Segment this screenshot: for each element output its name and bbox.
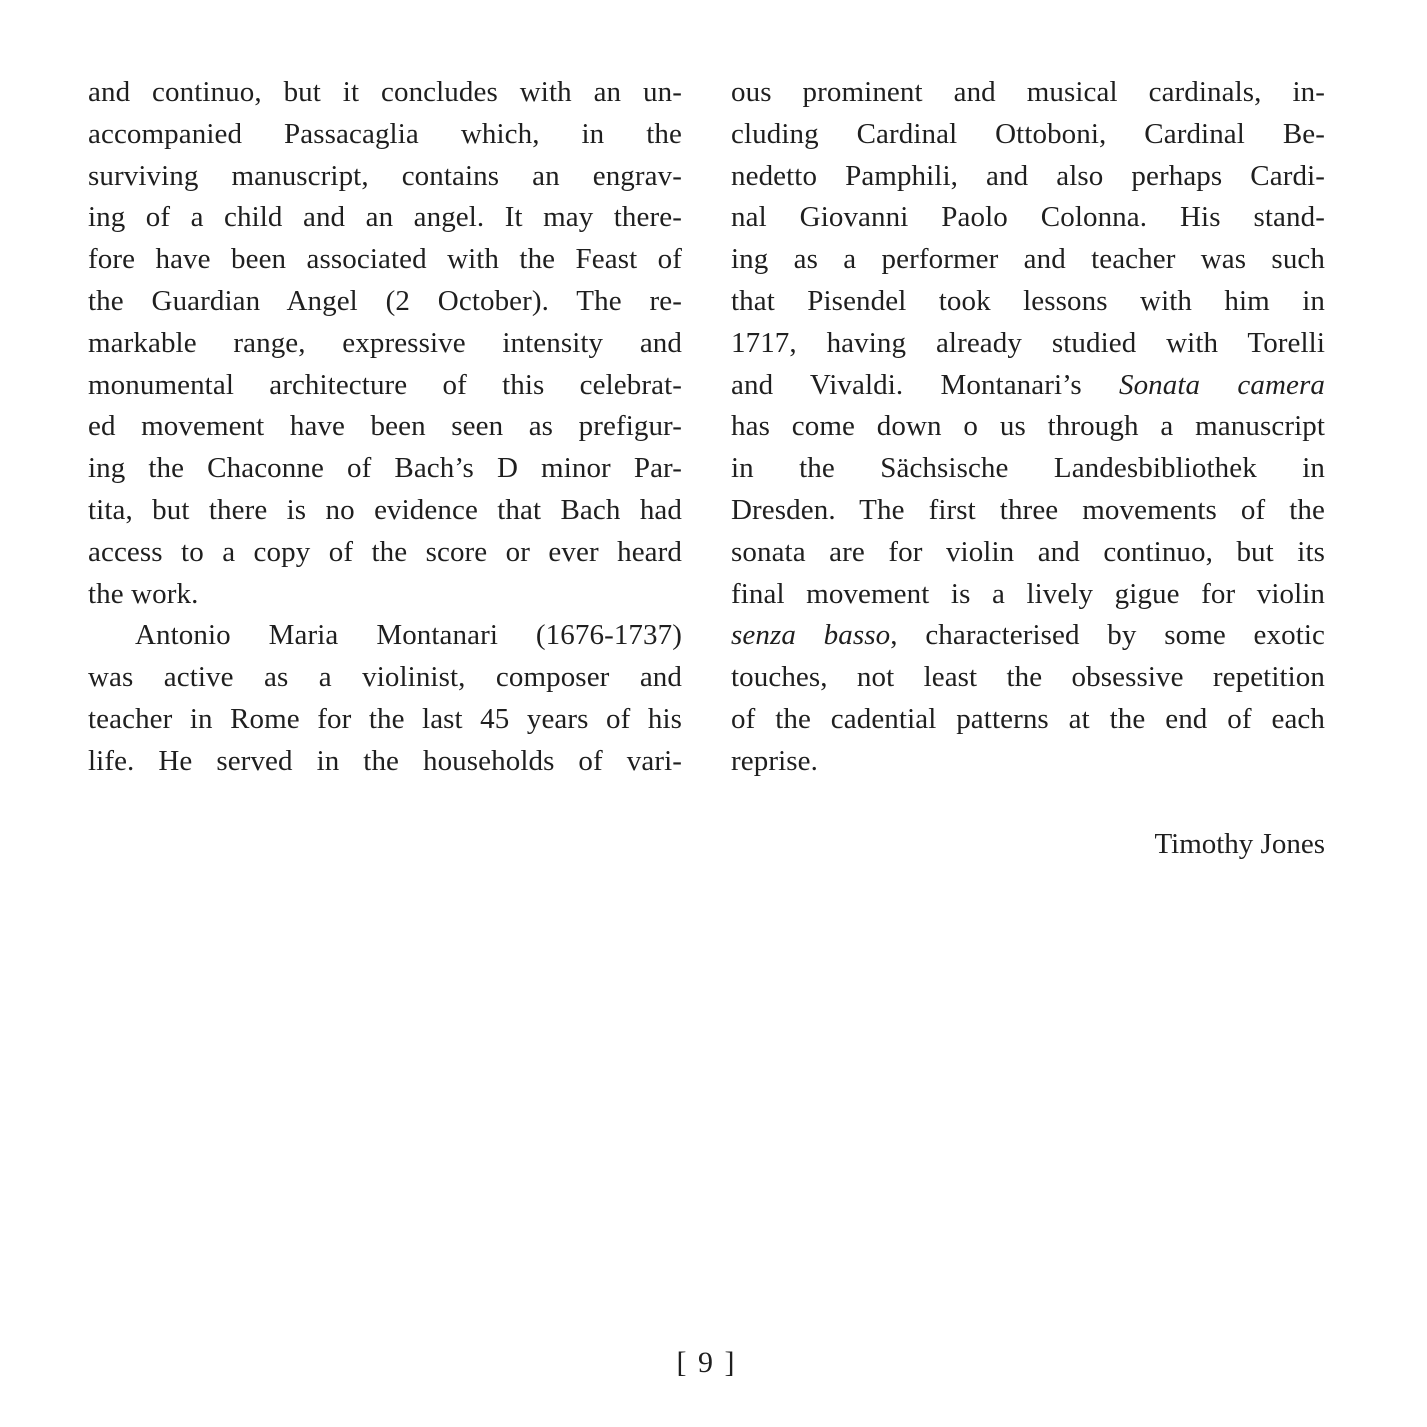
page-text-block [88,72,1325,866]
text-segment: Dresden. The first three movements of the [731,493,1325,526]
text-line [731,657,1325,699]
text-segment: life. He served in the households of vari- [88,744,682,777]
text-segment: tita, but there is no evidence that Bach had [88,493,682,526]
text-line [88,365,682,407]
text-line [88,406,682,448]
text-line [731,615,1325,657]
text-line [88,114,682,156]
text-segment: access to a copy of the score or ever heard [88,535,682,568]
text-segment: and Vivaldi. Montanari’s [731,368,1119,401]
text-line [88,657,682,699]
text-segment: that Pisendel took lessons with him in [731,284,1325,317]
text-segment: monumental architecture of this celebrat- [88,368,682,401]
text-segment: nal Giovanni Paolo Colonna. His stand- [731,201,1325,234]
text-segment: , characterised by some exotic [890,619,1325,652]
left-column [88,72,682,866]
text-segment: in the Sächsische Landesbibliothek in [731,452,1325,485]
text-line [731,406,1325,448]
text-line [88,72,682,114]
text-segment: nedetto Pamphili, and also perhaps Cardi- [731,159,1325,192]
text-segment: teacher in Rome for the last 45 years of his [88,702,682,735]
text-segment: the Guardian Angel (2 October). The re- [88,284,682,317]
text-line [88,699,682,741]
text-line [88,323,682,365]
text-line [731,365,1325,407]
text-line [731,699,1325,741]
text-segment: ed movement have been seen as prefigur- [88,410,682,443]
text-segment: was active as a violinist, composer and [88,661,682,694]
text-line [88,197,682,239]
text-segment: ing the Chaconne of Bach’s D minor Par- [88,452,682,485]
text-line [88,448,682,490]
text-segment: ous prominent and musical cardinals, in- [731,76,1325,108]
text-line [731,114,1325,156]
text-line [731,574,1325,616]
text-segment: the work. [88,577,199,610]
text-line [88,615,682,657]
text-segment: reprise. [731,744,818,777]
text-segment: ing as a performer and teacher was such [731,243,1325,276]
right-column-lines [731,72,1325,783]
text-line [88,239,682,281]
text-line [731,72,1325,114]
text-segment: and continuo, but it concludes with an un- [88,76,682,108]
text-segment: of the cadential patterns at the end of each [731,702,1325,735]
page-number: [ 9 ] [676,1346,737,1379]
text-segment: ing of a child and an angel. It may there- [88,201,682,234]
text-line [88,532,682,574]
text-line [731,323,1325,365]
text-line [731,448,1325,490]
text-segment: touches, not least the obsessive repetition [731,661,1325,694]
text-line [88,574,682,616]
text-segment: Antonio Maria Montanari (1676-1737) [135,619,682,652]
text-line [88,156,682,198]
right-column [731,72,1325,866]
text-line [88,741,682,783]
text-line [731,239,1325,281]
text-segment: surviving manuscript, contains an engrav- [88,159,682,192]
text-segment: sonata are for violin and continuo, but its [731,535,1325,568]
two-column-layout [88,72,1325,866]
text-line [731,532,1325,574]
text-segment: 1717, having already studied with Torelli [731,326,1325,359]
text-segment: markable range, expressive intensity and [88,326,682,359]
text-line [731,490,1325,532]
italic-text-segment: Sonata camera [1118,368,1325,401]
text-segment: has come down o us through a manuscript [731,410,1325,443]
text-line [731,197,1325,239]
text-segment: final movement is a lively gigue for violin [731,577,1325,610]
author-byline: Timothy Jones [1154,828,1325,861]
text-line [731,281,1325,323]
text-line [88,490,682,532]
text-line [88,281,682,323]
italic-text-segment: senza basso [731,619,891,652]
text-segment: accompanied Passacaglia which, in the [88,117,682,150]
text-line [731,741,1325,783]
text-line [731,156,1325,198]
text-segment: fore have been associated with the Feast of [88,243,682,276]
text-segment: cluding Cardinal Ottoboni, Cardinal Be- [731,117,1325,150]
